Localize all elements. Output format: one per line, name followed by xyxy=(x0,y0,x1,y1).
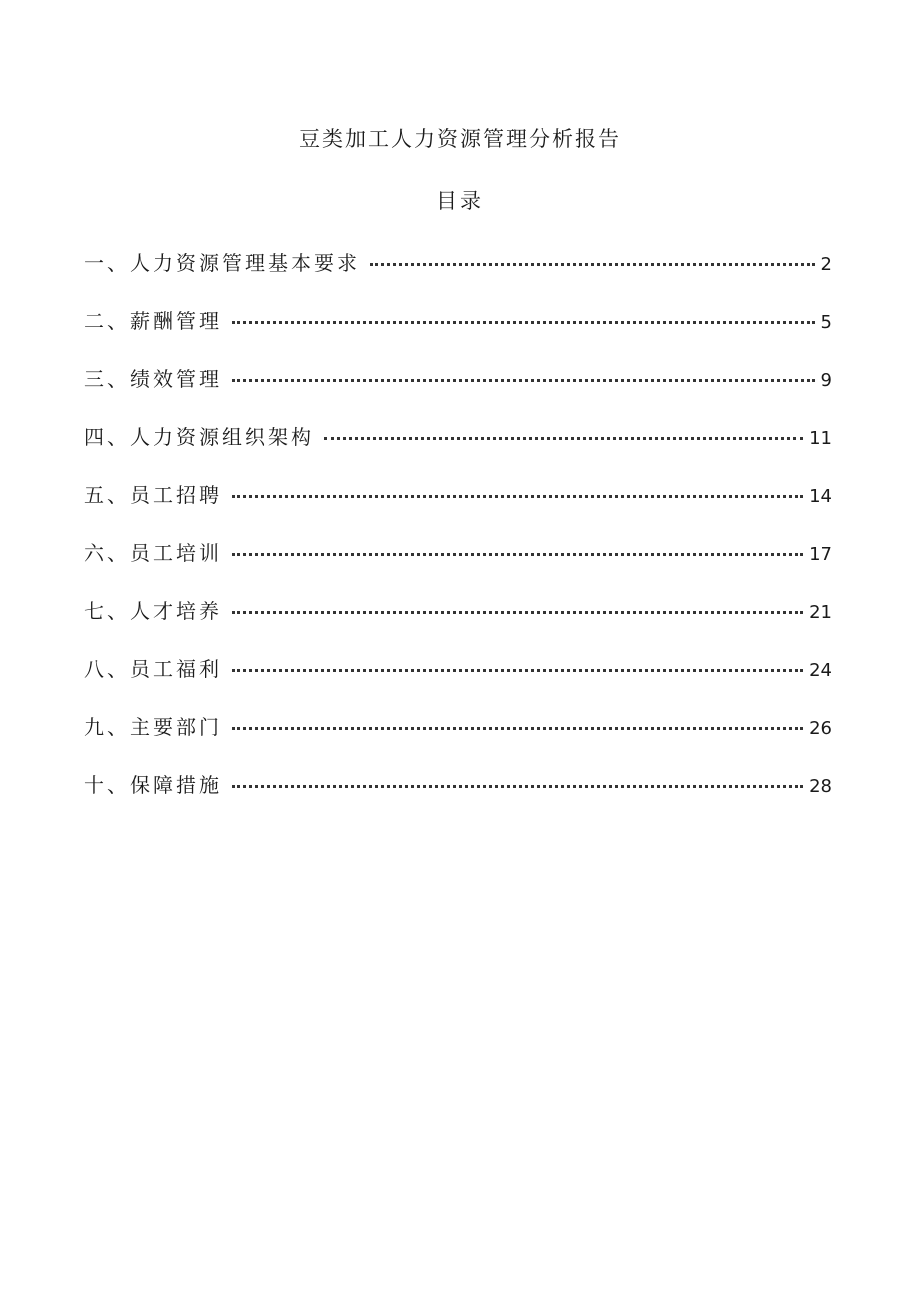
toc-entry[interactable] xyxy=(84,538,832,596)
toc-leader-dots xyxy=(232,553,803,556)
toc-leader-dots xyxy=(232,495,803,498)
toc-entry-label: 六、员工培训 xyxy=(84,541,222,565)
toc-entry[interactable] xyxy=(84,654,832,712)
toc-entry[interactable] xyxy=(84,422,832,480)
toc-entry-label: 八、员工福利 xyxy=(84,657,222,681)
toc-entry-label: 二、薪酬管理 xyxy=(84,309,222,333)
toc-list xyxy=(84,248,832,828)
toc-entry[interactable] xyxy=(84,770,832,828)
toc-entry-page: 24 xyxy=(809,660,832,681)
toc-entry-page: 28 xyxy=(809,776,832,797)
toc-entry-label: 五、员工招聘 xyxy=(84,483,222,507)
toc-entry-page: 11 xyxy=(809,428,832,449)
toc-entry[interactable] xyxy=(84,712,832,770)
toc-entry-page: 14 xyxy=(809,486,832,507)
toc-entry[interactable] xyxy=(84,364,832,422)
toc-heading: 目录 xyxy=(436,189,484,213)
toc-leader-dots xyxy=(232,321,815,324)
toc-entry-label: 十、保障措施 xyxy=(84,773,222,797)
toc-entry-label: 九、主要部门 xyxy=(84,715,222,739)
toc-entry-label: 三、绩效管理 xyxy=(84,367,222,391)
toc-entry[interactable] xyxy=(84,596,832,654)
toc-leader-dots xyxy=(324,437,803,440)
toc-leader-dots xyxy=(232,727,803,730)
toc-entry[interactable] xyxy=(84,480,832,538)
toc-entry-label: 七、人才培养 xyxy=(84,599,222,623)
toc-entry-page: 5 xyxy=(820,312,832,333)
toc-leader-dots xyxy=(232,785,803,788)
toc-entry-page: 9 xyxy=(820,370,832,391)
toc-entry-label: 一、人力资源管理基本要求 xyxy=(84,251,360,275)
toc-entry[interactable] xyxy=(84,248,832,306)
toc-entry-page: 26 xyxy=(809,718,832,739)
toc-leader-dots xyxy=(370,263,815,266)
toc-entry-page: 21 xyxy=(809,602,832,623)
document-title: 豆类加工人力资源管理分析报告 xyxy=(299,127,621,151)
toc-entry[interactable] xyxy=(84,306,832,364)
toc-leader-dots xyxy=(232,611,803,614)
toc-entry-page: 2 xyxy=(820,254,832,275)
toc-entry-page: 17 xyxy=(809,544,832,565)
toc-entry-label: 四、人力资源组织架构 xyxy=(84,425,314,449)
toc-leader-dots xyxy=(232,669,803,672)
toc-leader-dots xyxy=(232,379,815,382)
